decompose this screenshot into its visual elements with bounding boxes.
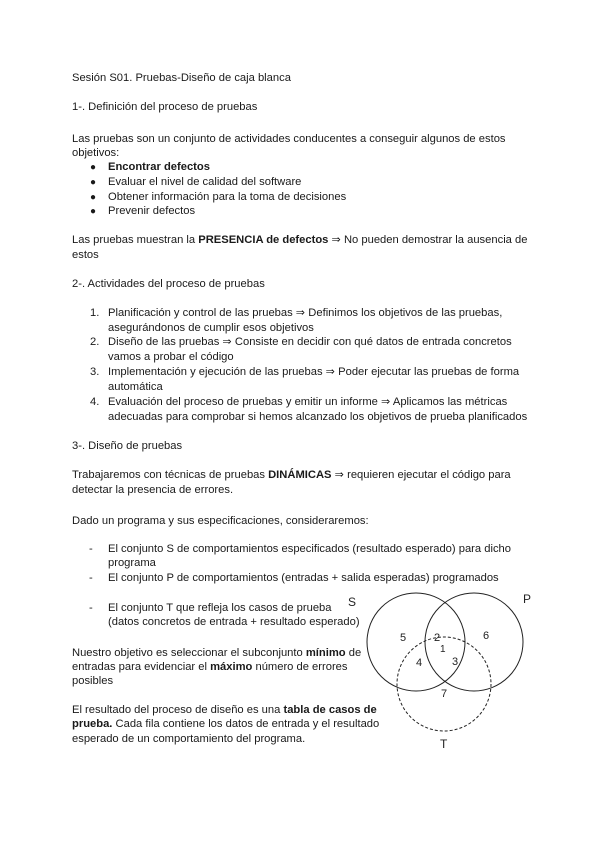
activity-item-line1: Diseño de las pruebas ⇒ Consiste en decidir con qué datos de entrada concretos [108,336,512,348]
list-number: 2. [90,336,100,348]
document-title: Sesión S01. Pruebas-Diseño de caja blanca [72,72,291,84]
section-3-heading: 3-. Diseño de pruebas [72,440,183,452]
region-label: 2 [434,632,441,644]
activity-item-line2: automática [108,381,163,393]
presence-statement-line2: estos [72,249,99,261]
set-t-label: T [440,737,448,751]
venn-diagram [340,590,540,760]
bullet-icon: ● [90,162,97,173]
presence-statement: Las pruebas muestran la PRESENCIA de defectos ⇒ No pueden demostrar la ausencia de [72,234,528,246]
result-statement-line1: El resultado del proceso de diseño es una tabla de casos de [72,704,377,716]
objective-item: Encontrar defectos [108,161,210,173]
region-label: 5 [400,632,407,644]
bullet-icon: ● [90,206,97,217]
set-s-circle [367,593,465,691]
set-item-line1: El conjunto T que refleja los casos de prueba [108,602,332,614]
region-label: 1 [440,644,446,655]
section-2-heading: 2-. Actividades del proceso de pruebas [72,278,265,290]
section-1-heading: 1-. Definición del proceso de pruebas [72,101,258,113]
objective-item: Prevenir defectos [108,205,196,217]
activity-item-line1: Implementación y ejecución de las pruebas ⇒ Poder ejecutar las pruebas de forma [108,366,520,378]
dynamic-statement: Trabajaremos con técnicas de pruebas DINÁMICAS ⇒ requieren ejecutar el código para [72,469,511,481]
set-item-line2: programa [108,557,156,569]
activity-item-line1: Evaluación del proceso de pruebas y emitir un informe ⇒ Aplicamos las métricas [108,396,508,408]
region-label: 6 [483,630,490,642]
dash-bullet: - [89,543,93,555]
list-number: 1. [90,307,100,319]
result-statement-line2: prueba. Cada fila contiene los datos de entrada y el resultado [72,718,380,730]
region-label: 7 [441,688,448,700]
set-item-line2: (datos concretos de entrada + resultado esperado) [108,616,360,628]
result-statement-line3: esperado de un comportamiento del programa. [72,733,306,745]
bullet-icon: ● [90,177,97,188]
activity-item-line1: Planificación y control de las pruebas ⇒ Definimos los objetivos de las pruebas, [108,307,503,319]
activity-item-line2: vamos a probar el código [108,351,234,363]
set-item-line1: El conjunto P de comportamientos (entradas + salida esperadas) programados [108,572,499,584]
objective-item: Obtener información para la toma de decisiones [108,191,347,203]
dash-bullet: - [89,572,93,584]
dynamic-statement-line2: detectar la presencia de errores. [72,484,234,496]
set-p-label: P [523,592,532,606]
objective-statement-line3: posibles [72,675,114,687]
region-label: 3 [452,656,459,668]
bullet-icon: ● [90,192,97,203]
set-s-label: S [348,595,357,609]
objective-item: Evaluar el nivel de calidad del software [108,176,302,188]
set-item-line1: El conjunto S de comportamientos especificados (resultado esperado) para dicho [108,543,511,555]
section-1-intro-line1: Las pruebas son un conjunto de actividades conducentes a conseguir algunos de estos [72,133,506,145]
list-number: 3. [90,366,100,378]
list-number: 4. [90,396,100,408]
section-1-intro-line2: objetivos: [72,147,120,159]
given-statement: Dado un programa y sus especificaciones, consideraremos: [72,515,369,527]
activity-item-line2: asegurándonos de cumplir esos objetivos [108,322,314,334]
dash-bullet: - [89,602,93,614]
objective-statement-line1: Nuestro objetivo es seleccionar el subconjunto mínimo de [72,647,362,659]
activity-item-line2: adecuadas para comprobar si hemos alcanzado los objetivos de prueba planificados [108,411,528,423]
objective-statement-line2: entradas para evidenciar el máximo número de errores [72,661,348,673]
region-label: 4 [416,657,423,669]
